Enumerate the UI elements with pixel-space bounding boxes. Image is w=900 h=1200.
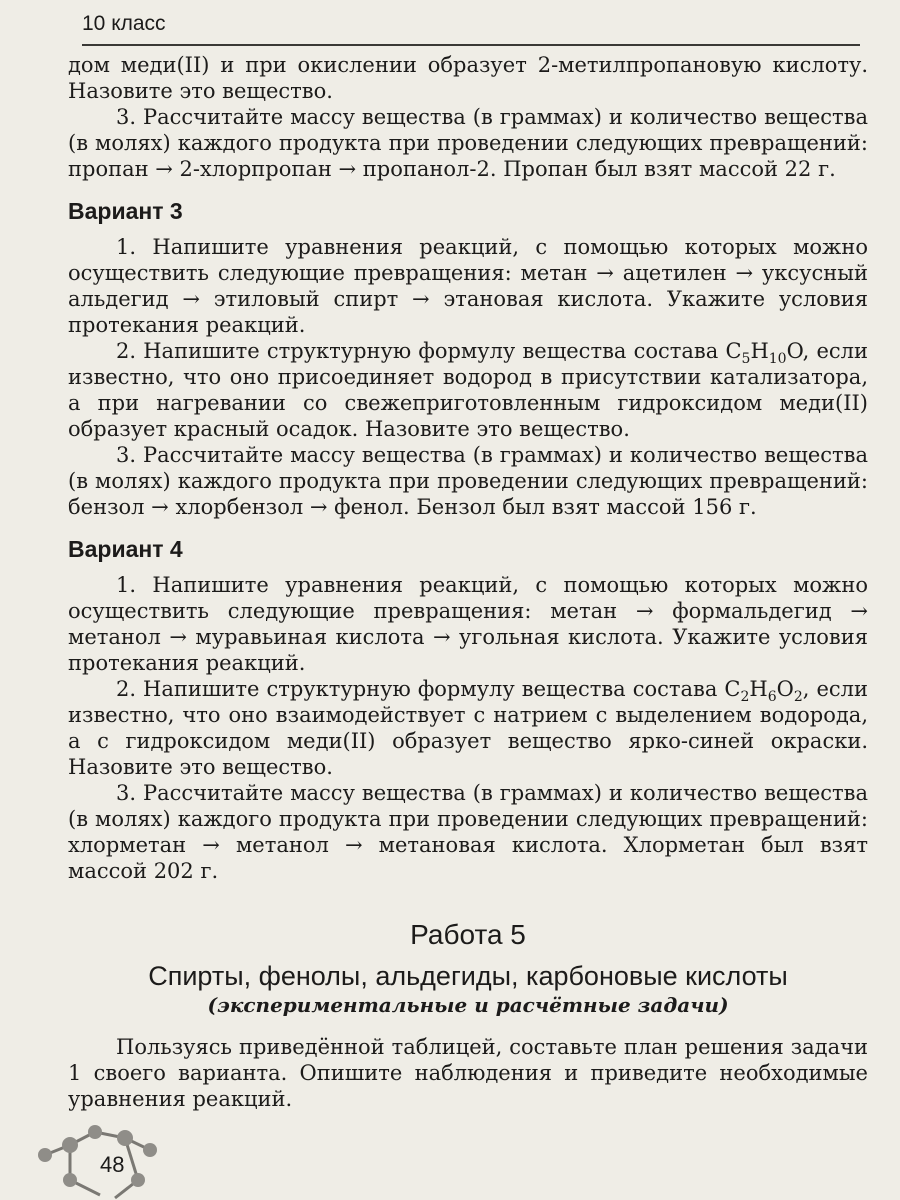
variant-3-task-3: 3. Рассчитайте массу вещества (в граммах) и количество вещества (в молях) каждого продукта при проведении следующих превращений: бензол → хлорбензол → фенол. Бензол был взят массой 156 г. [68, 443, 868, 519]
continued-paragraph: дом меди(II) и при окислении образует 2-метилпропановую кислоту. Назовите это вещество. [68, 53, 868, 103]
page-header [82, 4, 860, 46]
work-5-subtitle: (экспериментальные и расчётные задачи) [207, 993, 729, 1017]
variant-3-heading: Вариант 3 [68, 198, 183, 224]
variant-3-task-1: 1. Напишите уравнения реакций, с помощью которых можно осуществить следующие превращения: метан → ацетилен → уксусный альдегид → этиловый спирт → этановая кислота. Укажите условия протекания реакций. [68, 235, 868, 337]
variant-4-heading: Вариант 4 [68, 536, 183, 562]
page-content [68, 52, 868, 1112]
variant-4-task-3: 3. Рассчитайте массу вещества (в граммах) и количество вещества (в молях) каждого продукта при проведении следующих превращений: хлорметан → метанол → метановая кислота. Хлорметан был взят массой 202 г. [68, 781, 868, 883]
page-number: 48 [100, 1152, 125, 1177]
variant-4-task-1: 1. Напишите уравнения реакций, с помощью которых можно осуществить следующие превращения: метан → формальдегид → метанол → муравьиная кислота → угольная кислота. Укажите условия протекания реакций. [68, 573, 868, 675]
work-5-intro: Пользуясь приведённой таблицей, составьте план решения задачи 1 своего варианта. Опишите наблюдения и приведите необходимые уравнения реакций. [68, 1035, 868, 1111]
variant-4-task-2: 2. Напишите структурную формулу вещества состава $C_2H_6O_2$, если известно, что оно взаимодействует с натрием с выделением водорода, а с гидроксидом меди(II) образует вещество ярко-синей окраски. Назовите это вещество. [68, 677, 868, 779]
work-5-title: Работа 5 [410, 919, 526, 950]
grade-label: 10 класс [82, 12, 166, 35]
work-5-topic: Спирты, фенолы, альдегиды, карбоновые кислоты [148, 961, 788, 991]
task-3-variant-2: 3. Рассчитайте массу вещества (в граммах) и количество вещества (в молях) каждого продукта при проведении следующих превращений: пропан → 2-хлорпропан → пропанол-2. Пропан был взят массой 22 г. [68, 105, 868, 181]
variant-3-task-2: 2. Напишите структурную формулу вещества состава $C_5H_{10}O$, если известно, что оно присоединяет водород в присутствии катализатора, а при нагревании со свежеприготовленным гидроксидом меди(II) образует красный осадок. Назовите это вещество. [68, 339, 868, 441]
